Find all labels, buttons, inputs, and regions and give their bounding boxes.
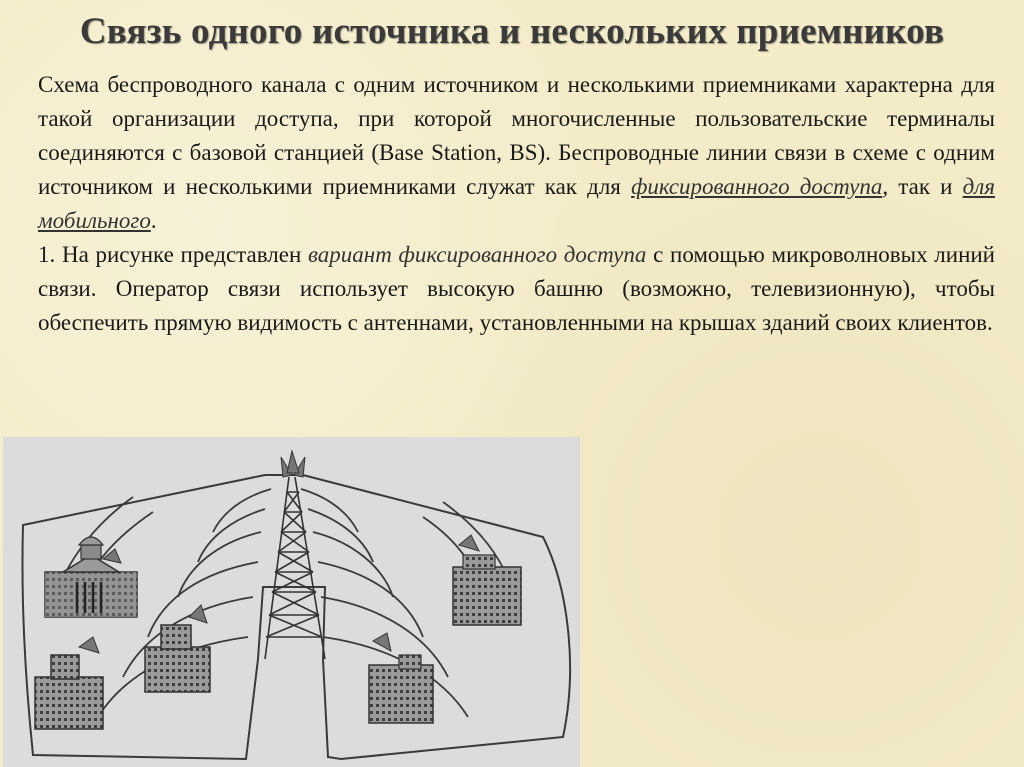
mobile-access-term: для мобильного	[38, 174, 995, 233]
building-right	[453, 535, 521, 625]
building-center-left	[145, 605, 210, 692]
building-government	[45, 537, 137, 617]
body-text	[38, 68, 995, 340]
paragraph-1-lead: Схема беспроводного канала с одним источником и несколькими приемниками характерна для такой организации доступа, при которой многочисленные пользовательские терминалы соединяются с базовой станцией (Base Station, BS). Беспроводные линии связи в схеме с одним источником и несколькими приемниками служат как для	[38, 72, 995, 199]
fixed-access-diagram	[3, 437, 580, 767]
paragraph-1-middle: , так и	[882, 174, 963, 199]
fixed-access-variant: вариант фиксированного доступа	[307, 242, 647, 267]
paragraph-2	[38, 238, 995, 340]
building-bottom-left	[35, 637, 103, 729]
fixed-access-term: фиксированного доступа	[631, 174, 883, 199]
paragraph-2-lead: 1. На рисунке представлен	[38, 242, 308, 267]
paragraph-2-rest: с помощью микроволновых линий связи. Оператор связи использует высокую башню (возможно, телевизионную), чтобы обеспечить прямую видимость с антеннами, установленными на крышах зданий своих клиентов.	[38, 242, 995, 335]
building-bottom-center-right	[369, 633, 433, 723]
diagram-svg	[3, 437, 580, 767]
transmission-tower	[265, 477, 325, 659]
tower-antennas	[281, 451, 305, 477]
paragraph-1	[38, 68, 995, 238]
paragraph-1-end: .	[150, 208, 157, 233]
slide-title: Связь одного источника и нескольких приемников	[79, 11, 945, 52]
